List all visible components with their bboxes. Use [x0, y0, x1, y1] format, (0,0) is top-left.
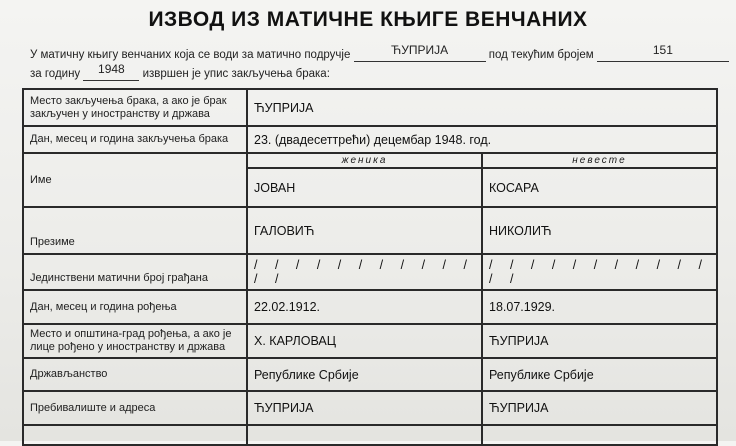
- groom-jmbg: / / / / / / / / / / / / /: [247, 254, 482, 290]
- bride-birthplace: ЋУПРИЈА: [482, 324, 717, 358]
- bride-residence: ЋУПРИЈА: [482, 391, 717, 425]
- empty-cell: [482, 425, 717, 445]
- groom-header: женика: [247, 153, 482, 168]
- jmbg-label: Јединствени матични број грађана: [23, 254, 247, 290]
- birthplace-label: Место и општина-град рођења, а ако је лице рођено у иностранству и држава: [23, 324, 247, 358]
- intro-text-mid: под текућим бројем: [488, 49, 594, 61]
- bride-jmbg: / / / / / / / / / / / / /: [482, 254, 717, 290]
- district-field: [354, 43, 486, 62]
- place-label: Место закључења брака, а ако је брак закључен у иностранству и држава: [23, 89, 247, 126]
- date-value: 23. (двадесеттрећи) децембар 1948. год.: [247, 126, 717, 153]
- bride-header: невесте: [482, 153, 717, 168]
- groom-citizenship: Републике Србије: [247, 358, 482, 391]
- empty-cell: [247, 425, 482, 445]
- table-row: [23, 358, 717, 391]
- bride-birthdate: 18.07.1929.: [482, 290, 717, 324]
- entry-number-value: 151: [652, 43, 673, 57]
- table-row: [23, 153, 717, 168]
- table-row: [23, 290, 717, 324]
- district-value: ЋУПРИЈА: [391, 43, 449, 57]
- date-label: Дан, месец и година закључења брака: [23, 126, 247, 153]
- table-row: [23, 324, 717, 358]
- marriage-register-table: [22, 88, 718, 446]
- surname-label: Презиме: [23, 207, 247, 254]
- place-value: ЋУПРИЈА: [247, 89, 717, 126]
- bride-surname: НИКОЛИЋ: [482, 207, 717, 254]
- table-row: [23, 207, 717, 254]
- groom-residence: ЋУПРИЈА: [247, 391, 482, 425]
- bride-citizenship: Републике Србије: [482, 358, 717, 391]
- table-row: [23, 425, 717, 445]
- bride-name: КОСАРА: [482, 168, 717, 207]
- year-field: [83, 62, 139, 81]
- table-row: [23, 89, 717, 126]
- intro-text-2: за годину: [30, 68, 81, 80]
- intro-text-1: У матичну књигу венчаних која се води за матично подручје: [30, 49, 351, 61]
- intro-text-end: извршен је упис закључења брака:: [142, 68, 330, 80]
- groom-surname: ГАЛОВИЋ: [247, 207, 482, 254]
- table-row: [23, 254, 717, 290]
- table-row: [23, 126, 717, 153]
- entry-number-field: [597, 43, 729, 62]
- intro-line-2: [30, 62, 330, 81]
- birthdate-label: Дан, месец и година рођења: [23, 290, 247, 324]
- year-value: 1948: [98, 62, 125, 76]
- intro-line-1: [30, 43, 729, 62]
- table-row: [23, 391, 717, 425]
- groom-birthdate: 22.02.1912.: [247, 290, 482, 324]
- name-label: Име: [23, 153, 247, 207]
- document-title: ИЗВОД ИЗ МАТИЧНЕ КЊИГЕ ВЕНЧАНИХ: [148, 8, 588, 31]
- residence-label: Пребивалиште и адреса: [23, 391, 247, 425]
- groom-birthplace: Х. КАРЛОВАЦ: [247, 324, 482, 358]
- groom-name: JОВАН: [247, 168, 482, 207]
- citizenship-label: Држављанство: [23, 358, 247, 391]
- empty-cell: [23, 425, 247, 445]
